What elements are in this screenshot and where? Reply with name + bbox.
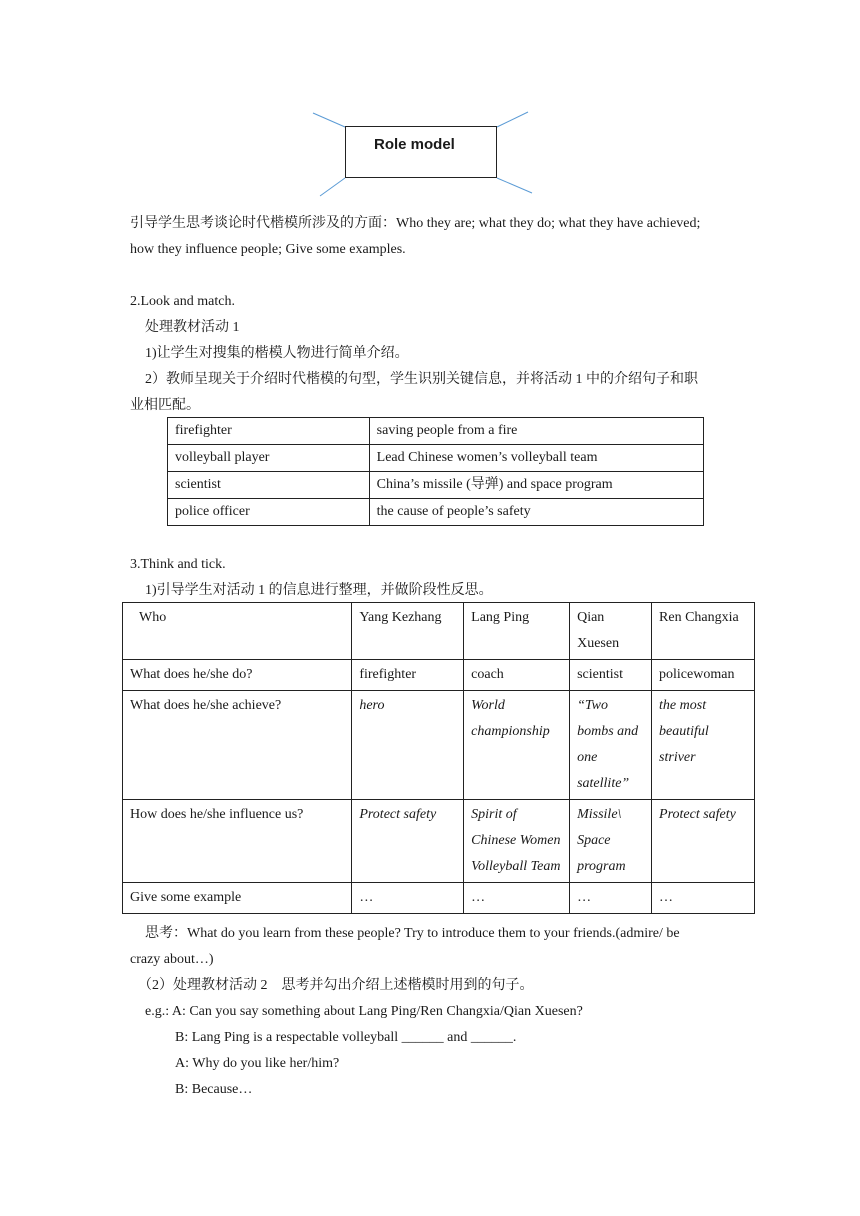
table-row (168, 418, 704, 445)
answer-cell: “Two bombs and one satellite” (570, 691, 652, 800)
role-model-title: Role model (374, 136, 455, 153)
header-cell: Lang Ping (464, 603, 570, 660)
answer-cell: … (352, 883, 464, 914)
reflection-line-1: 思考：What do you learn from these people? Try to introduce them to your friends.(admire/ be (145, 926, 680, 941)
table-row (168, 445, 704, 472)
match-job-cell: police officer (168, 499, 370, 526)
think-table (122, 602, 755, 914)
question-cell: What does he/she achieve? (123, 691, 352, 800)
answer-cell: World championship (464, 691, 570, 800)
answer-cell: Missile\ Space program (570, 800, 652, 883)
table-header-row (123, 603, 755, 660)
answer-cell: hero (352, 691, 464, 800)
match-desc-cell: saving people from a fire (369, 418, 703, 445)
match-job-cell: scientist (168, 472, 370, 499)
table-row (123, 660, 755, 691)
reflection-line-2: crazy about…) (130, 952, 214, 967)
answer-cell: firefighter (352, 660, 464, 691)
section3-step1: 1)引导学生对活动 1 的信息进行整理，并做阶段性反思。 (145, 583, 493, 598)
answer-cell: the most beautiful striver (652, 691, 755, 800)
header-cell: Who (123, 603, 352, 660)
intro-line-2: how they influence people; Give some examples. (130, 242, 406, 257)
answer-cell: Protect safety (352, 800, 464, 883)
match-desc-cell: Lead Chinese women’s volleyball team (369, 445, 703, 472)
table-row (123, 883, 755, 914)
answer-cell: … (464, 883, 570, 914)
match-job-cell: volleyball player (168, 445, 370, 472)
match-job-cell: firefighter (168, 418, 370, 445)
section2-step1: 1)让学生对搜集的楷模人物进行简单介绍。 (145, 346, 409, 361)
example-a2: A: Why do you like her/him? (175, 1056, 340, 1071)
answer-cell: coach (464, 660, 570, 691)
intro-line-1: 引导学生思考谈论时代楷模所涉及的方面：Who they are; what they do; what they have achieved; (130, 216, 701, 231)
table-row (123, 691, 755, 800)
example-b1: B: Lang Ping is a respectable volleyball ______ and ______. (175, 1030, 517, 1045)
table-row (168, 499, 704, 526)
table-row (168, 472, 704, 499)
question-cell: What does he/she do? (123, 660, 352, 691)
match-desc-cell: China’s missile (导弹) and space program (369, 472, 703, 499)
answer-cell: Protect safety (652, 800, 755, 883)
reflection-step2: （2）处理教材活动 2 思考并勾出介绍上述楷模时用到的句子。 (138, 978, 534, 993)
header-cell: Yang Kezhang (352, 603, 464, 660)
example-b2: B: Because… (175, 1082, 253, 1097)
section2-step2-line1: 2）教师呈现关于介绍时代楷模的句型，学生识别关键信息，并将活动 1 中的介绍句子和职 (145, 372, 698, 387)
answer-cell: … (570, 883, 652, 914)
question-cell: Give some example (123, 883, 352, 914)
example-a1: e.g.: A: Can you say something about Lang Ping/Ren Changxia/Qian Xuesen? (145, 1004, 583, 1019)
answer-cell: Spirit of Chinese Women Volleyball Team (464, 800, 570, 883)
section2-sub: 处理教材活动 1 (145, 320, 240, 335)
question-cell: How does he/she influence us? (123, 800, 352, 883)
section2-step2-line2: 业相匹配。 (130, 398, 200, 413)
header-cell: Ren Changxia (652, 603, 755, 660)
section3-heading: 3.Think and tick. (130, 557, 226, 572)
role-model-box (345, 126, 497, 178)
answer-cell: … (652, 883, 755, 914)
answer-cell: scientist (570, 660, 652, 691)
table-row (123, 800, 755, 883)
match-desc-cell: the cause of people’s safety (369, 499, 703, 526)
answer-cell: policewoman (652, 660, 755, 691)
match-table (167, 417, 704, 526)
section2-heading: 2.Look and match. (130, 294, 235, 309)
header-cell: Qian Xuesen (570, 603, 652, 660)
